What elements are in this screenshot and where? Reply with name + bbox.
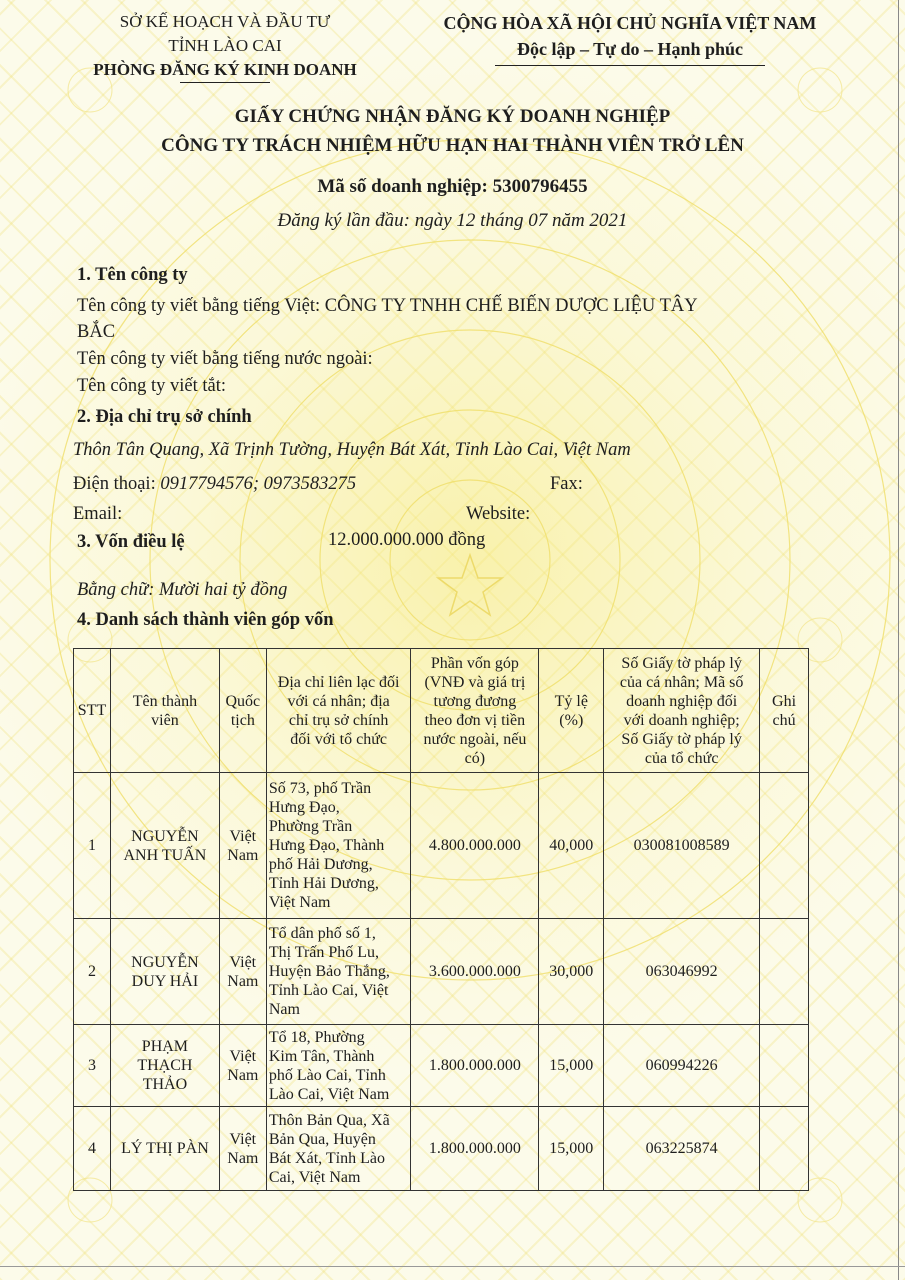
col-stt: STT (74, 649, 111, 773)
row-member-name: PHẠM THẠCH THẢO (110, 1025, 219, 1107)
table-header-row (74, 649, 809, 773)
row-nationality: Việt Nam (219, 773, 266, 919)
row-capital: 4.800.000.000 (411, 773, 539, 919)
col-member-name: Tên thành viên (110, 649, 219, 773)
row-note (760, 1107, 809, 1191)
row-legal-document: 030081008589 (604, 773, 760, 919)
issuer-header (60, 10, 390, 83)
col-capital: Phần vốn góp (VNĐ và giá trị tương đương theo đơn vị tiền nước ngoài, nếu có) (411, 649, 539, 773)
col-address: Địa chỉ liên lạc đối với cá nhân; địa chỉ trụ sở chính đối với tổ chức (266, 649, 411, 773)
enterprise-code-line (0, 176, 905, 198)
phone-label: Điện thoại: (73, 474, 156, 494)
vietnamese-name-line (77, 296, 837, 317)
row-stt: 2 (74, 919, 111, 1025)
row-ratio: 15,000 (539, 1107, 604, 1191)
members-table (73, 648, 809, 1191)
col-nationality: Quốc tịch (219, 649, 266, 773)
issuer-underline (180, 82, 270, 83)
row-nationality: Việt Nam (219, 1025, 266, 1107)
table-row (74, 773, 809, 919)
national-motto: Độc lập – Tự do – Hạnh phúc (516, 39, 744, 59)
section-4-heading: 4. Danh sách thành viên góp vốn (77, 610, 334, 630)
vietnamese-name-label: Tên công ty viết bằng tiếng Việt: (77, 296, 321, 316)
row-ratio: 30,000 (539, 919, 604, 1025)
section-3-heading: 3. Vốn điều lệ (77, 532, 185, 552)
table-row (74, 919, 809, 1025)
col-ratio: Tỷ lệ (%) (539, 649, 604, 773)
short-name-label: Tên công ty viết tắt: (77, 376, 226, 396)
enterprise-code-label: Mã số doanh nghiệp: (317, 176, 488, 197)
charter-capital-value: 12.000.000.000 đồng (328, 530, 486, 550)
row-nationality: Việt Nam (219, 1107, 266, 1191)
vietnamese-name-value: CÔNG TY TNHH CHẾ BIẾN DƯỢC LIỆU TÂY (324, 296, 698, 316)
row-address: Tổ dân phố số 1, Thị Trấn Phố Lu, Huyện Bảo Thắng, Tỉnh Lào Cai, Việt Nam (266, 919, 411, 1025)
row-note (760, 1025, 809, 1107)
row-legal-document: 063225874 (604, 1107, 760, 1191)
row-stt: 3 (74, 1025, 111, 1107)
row-stt: 1 (74, 773, 111, 919)
foreign-name-label: Tên công ty viết bằng tiếng nước ngoài: (77, 349, 373, 369)
page-bottom-edge (0, 1266, 905, 1267)
enterprise-code-value: 5300796455 (492, 176, 588, 197)
row-address: Thôn Bản Qua, Xã Bản Qua, Huyện Bát Xát, Tỉnh Lào Cai, Việt Nam (266, 1107, 411, 1191)
issuer-department: SỞ KẾ HOẠCH VÀ ĐẦU TƯ (119, 12, 331, 31)
email-label: Email: (73, 504, 123, 524)
row-member-name: LÝ THỊ PÀN (110, 1107, 219, 1191)
issuer-province: TỈNH LÀO CAI (168, 36, 282, 55)
row-note (760, 919, 809, 1025)
national-header (410, 10, 850, 66)
issuer-office: PHÒNG ĐĂNG KÝ KINH DOANH (93, 60, 357, 79)
row-legal-document: 060994226 (604, 1025, 760, 1107)
row-capital: 1.800.000.000 (411, 1107, 539, 1191)
row-member-name: NGUYỄN ANH TUẤN (110, 773, 219, 919)
row-stt: 4 (74, 1107, 111, 1191)
country-name: CỘNG HÒA XÃ HỘI CHỦ NGHĨA VIỆT NAM (443, 13, 817, 33)
row-address: Số 73, phố Trần Hưng Đạo, Phường Trần Hưng Đạo, Thành phố Hải Dương, Tỉnh Hải Dương, Việt Nam (266, 773, 411, 919)
website-label: Website: (466, 504, 531, 524)
star-emblem (438, 555, 502, 615)
col-note: Ghi chú (760, 649, 809, 773)
table-row (74, 1107, 809, 1191)
row-nationality: Việt Nam (219, 919, 266, 1025)
row-capital: 3.600.000.000 (411, 919, 539, 1025)
phone-value: 0917794576; 0973583275 (160, 474, 357, 494)
row-note (760, 773, 809, 919)
certificate-title: GIẤY CHỨNG NHẬN ĐĂNG KÝ DOANH NGHIỆP (234, 106, 671, 127)
col-legal-document: Số Giấy tờ pháp lý của cá nhân; Mã số doanh nghiệp đối với doanh nghiệp; Số Giấy tờ pháp lý của tổ chức (604, 649, 760, 773)
registration-date: Đăng ký lần đầu: ngày 12 tháng 07 năm 2021 (277, 210, 628, 231)
company-type: CÔNG TY TRÁCH NHIỆM HỮU HẠN HAI THÀNH VIÊN TRỞ LÊN (161, 135, 744, 156)
motto-underline (495, 65, 765, 66)
section-2-heading: 2. Địa chỉ trụ sở chính (77, 407, 252, 427)
row-capital: 1.800.000.000 (411, 1025, 539, 1107)
row-address: Tổ 18, Phường Kim Tân, Thành phố Lào Cai, Tỉnh Lào Cai, Việt Nam (266, 1025, 411, 1107)
page-edge (898, 0, 899, 1280)
section-1-heading: 1. Tên công ty (77, 265, 188, 285)
vietnamese-name-continued: BẮC (77, 322, 116, 342)
table-row (74, 1025, 809, 1107)
capital-in-words: Bằng chữ: Mười hai tỷ đồng (77, 580, 288, 600)
row-ratio: 40,000 (539, 773, 604, 919)
head-office-address: Thôn Tân Quang, Xã Trịnh Tường, Huyện Bát Xát, Tỉnh Lào Cai, Việt Nam (73, 440, 631, 460)
fax-label: Fax: (550, 474, 583, 494)
phone-line (73, 474, 356, 495)
row-ratio: 15,000 (539, 1025, 604, 1107)
row-legal-document: 063046992 (604, 919, 760, 1025)
row-member-name: NGUYỄN DUY HẢI (110, 919, 219, 1025)
